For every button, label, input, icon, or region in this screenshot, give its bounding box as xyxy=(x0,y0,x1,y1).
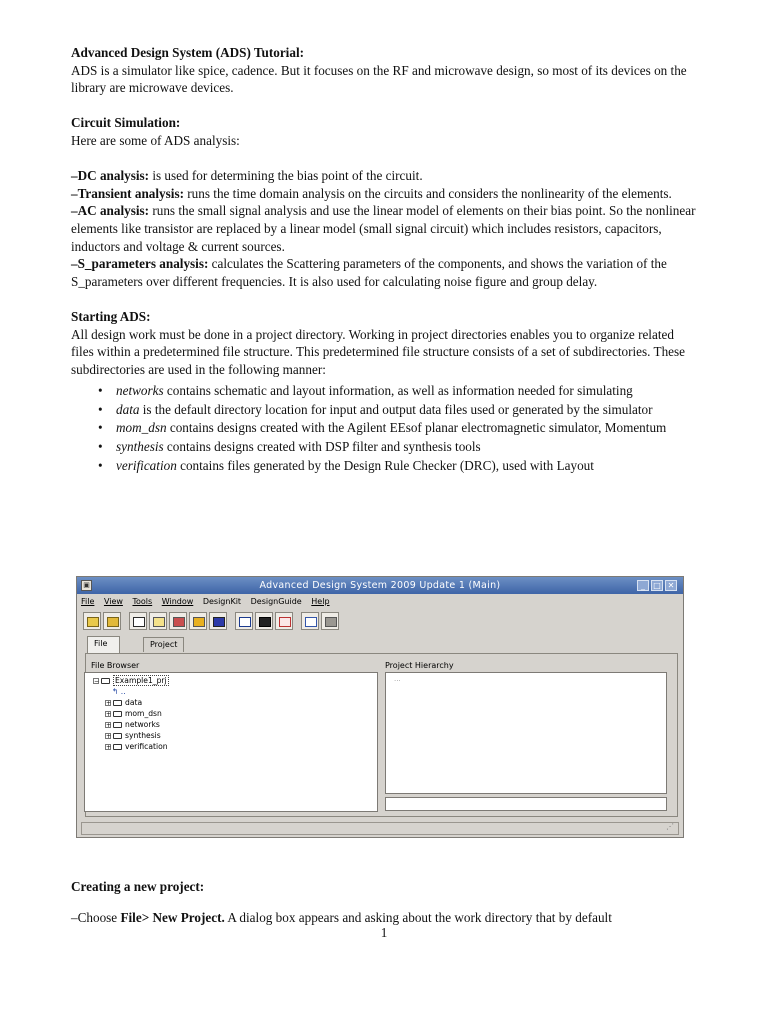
status-bar xyxy=(81,822,679,835)
folder-icon xyxy=(113,733,122,739)
file-tree xyxy=(93,675,169,752)
analysis-dc: –DC analysis: is used for determining the bias point of the circuit. xyxy=(71,168,423,184)
creating-heading: Creating a new project: xyxy=(71,879,205,895)
list-item[interactable]: + data xyxy=(106,698,143,707)
open-project-icon[interactable] xyxy=(103,612,121,630)
menu-designkit[interactable]: DesignKit xyxy=(202,597,242,606)
list-item[interactable]: + networks xyxy=(106,720,160,729)
resize-grip-icon[interactable]: ⋰ xyxy=(666,822,674,831)
close-icon[interactable]: ✕ xyxy=(665,580,677,591)
graph-icon[interactable] xyxy=(275,612,293,630)
file-browser-label: File Browser xyxy=(91,661,140,670)
expand-icon[interactable]: + xyxy=(106,744,112,751)
analysis-sparams: –S_parameters analysis: calculates the Scattering parameters of the components, and shows the variation of the S_parameters over different frequencies. It is also used for calculating noise figure and group delay. xyxy=(71,256,667,289)
open-folder-icon xyxy=(101,678,110,684)
menu-tools[interactable]: Tools xyxy=(132,597,153,606)
project-root-label: Example1_prj xyxy=(115,676,167,685)
list-item: • data is the default directory location for input and output data files used or generated by the simulator xyxy=(116,401,699,419)
new-project-icon[interactable] xyxy=(83,612,101,630)
list-item: • synthesis contains designs created with DSP filter and synthesis tools xyxy=(116,438,699,456)
list-item[interactable]: + mom_dsn xyxy=(106,709,162,718)
example-browser-icon[interactable] xyxy=(235,612,253,630)
expand-icon[interactable]: + xyxy=(106,711,112,718)
menu-file[interactable]: File xyxy=(81,597,95,606)
collapse-icon[interactable]: − xyxy=(94,678,100,685)
app-icon: ▣ xyxy=(81,580,92,591)
ads-main-window-screenshot xyxy=(76,576,684,838)
starting-heading: Starting ADS: xyxy=(71,308,151,324)
menu-bar xyxy=(81,597,337,609)
expand-icon[interactable]: + xyxy=(106,733,112,740)
project-hierarchy-pane[interactable] xyxy=(385,672,667,794)
circuit-heading: Circuit Simulation: xyxy=(71,115,181,131)
minimize-icon[interactable]: _ xyxy=(637,580,649,591)
new-schematic-icon[interactable] xyxy=(129,612,147,630)
document-body xyxy=(71,44,699,475)
tab-file-view[interactable]: File xyxy=(87,636,120,653)
analysis-ac: –AC analysis: runs the small signal analysis and use the linear model of elements on their bias point. So the nonlinear elements like transistor are replaced by a linear model (small signal circuit) which includes resistors, capacitors, inductors and voltage & current sources. xyxy=(71,203,696,254)
simulation-icon[interactable] xyxy=(301,612,319,630)
folder-icon xyxy=(113,700,122,706)
menu-window[interactable]: Window xyxy=(161,597,194,606)
tree-root[interactable] xyxy=(93,675,169,686)
design-wizard-icon[interactable] xyxy=(169,612,187,630)
hierarchy-info-box xyxy=(385,797,667,811)
open-schematic-icon[interactable] xyxy=(149,612,167,630)
list-item: • networks contains schematic and layout information, as well as information needed for simulating xyxy=(116,382,699,400)
list-item[interactable]: + synthesis xyxy=(106,731,161,740)
expand-icon[interactable]: + xyxy=(106,700,112,707)
folder-icon xyxy=(113,722,122,728)
analysis-transient: –Transient analysis: runs the time domain analysis on the circuits and considers the nonlinearity of the elements. xyxy=(71,185,672,201)
circuit-intro: Here are some of ADS analysis: xyxy=(71,132,240,148)
copy-files-icon[interactable] xyxy=(321,612,339,630)
new-layout-icon[interactable] xyxy=(209,612,227,630)
hierarchy-placeholder: ... xyxy=(394,675,401,683)
menu-designguide[interactable]: DesignGuide xyxy=(250,597,302,606)
window-title: Advanced Design System 2009 Update 1 (Main) xyxy=(259,580,501,591)
parent-dir-item[interactable]: ↰ .. xyxy=(112,687,126,696)
doc-title: Advanced Design System (ADS) Tutorial: xyxy=(71,45,304,60)
project-hierarchy-label: Project Hierarchy xyxy=(385,661,454,670)
data-display-icon[interactable] xyxy=(255,612,273,630)
open-design-icon[interactable] xyxy=(189,612,207,630)
list-item: • mom_dsn contains designs created with the Agilent EEsof planar electromagnetic simulator, Momentum xyxy=(116,419,699,437)
page-number: 1 xyxy=(380,925,388,940)
list-item: • verification contains files generated by the Design Rule Checker (DRC), used with Layout xyxy=(116,457,699,475)
menu-view[interactable]: View xyxy=(103,597,123,606)
file-browser-pane[interactable] xyxy=(84,672,378,812)
expand-icon[interactable]: + xyxy=(106,722,112,729)
maximize-icon[interactable]: □ xyxy=(651,580,663,591)
intro-paragraph: ADS is a simulator like spice, cadence. But it focuses on the RF and microwave design, so most of its devices on the library are microwave devices. xyxy=(71,62,687,96)
starting-paragraph: All design work must be done in a project directory. Working in project directories enables you to organize related files within a predetermined file structure. This predetermined file structure consists of a set of subdirectories. These subdirectories are used in the following manner: xyxy=(71,326,686,377)
window-titlebar xyxy=(77,577,683,594)
list-item[interactable]: + verification xyxy=(106,742,168,751)
creating-paragraph: –Choose File> New Project. A dialog box appears and asking about the work directory that by default xyxy=(71,909,612,925)
menu-help[interactable]: Help xyxy=(311,597,330,606)
folder-icon xyxy=(113,744,122,750)
tab-project-view[interactable]: Project xyxy=(143,637,184,652)
folder-icon xyxy=(113,711,122,717)
subdirectory-list xyxy=(71,382,699,474)
